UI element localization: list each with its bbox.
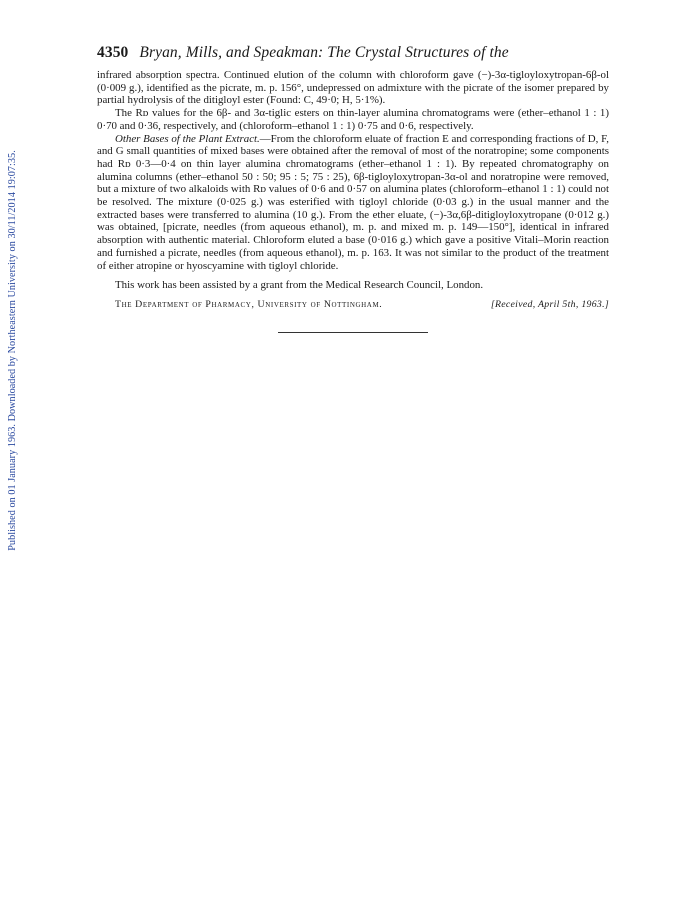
page-number: 4350 <box>97 44 129 61</box>
acknowledgement: This work has been assisted by a grant from the Medical Research Council, London. <box>115 279 484 292</box>
page-content <box>97 44 609 333</box>
side-note-text: Published on 01 January 1963. Downloaded by Northeastern University on 30/11/2014 19:07:35. <box>6 149 18 551</box>
running-title: Bryan, Mills, and Speakman: The Crystal Structures of the <box>139 44 509 61</box>
section-heading-other-bases: Other Bases of the Plant Extract. <box>115 132 260 145</box>
paragraph-2: The Rᴅ values for the 6β- and 3α-tiglic esters on thin-layer alumina chromatograms were (ether–ethanol 1 : 1) 0·70 and 0·36, respectively, and (chloroform–ethanol 1 : 1) 0·75 and 0·6, respectively. <box>97 107 609 132</box>
running-head <box>97 44 609 62</box>
body-text <box>97 69 609 292</box>
end-rule <box>278 332 428 333</box>
paragraph-1: infrared absorption spectra. Continued elution of the column with chloroform gave (−)-3α-tigloyloxytropan-6β-ol (0·009 g.), identified as the picrate, m. p. 156°, undepressed on admixture with the picrate of the isomer prepared by partial hydrolysis of the ditigloyl ester (Found: C, 49·0; H, 5·1%). <box>97 69 609 107</box>
paragraph-3-body: —From the chloroform eluate of fraction E and corresponding fractions of D, F, and G small quantities of mixed bases were obtained after the removal of most of the noratropine; some components had Rᴅ 0·3—0·4 on thin layer alumina chromatograms (ether–ethanol 1 : 1). By repeated chromatography on alumina columns (ether–ethanol 50 : 50; 95 : 5; 75 : 25), 6β-tigloyloxytropan-3α-ol and noratropine were removed, but a mixture of two alkaloids with Rᴅ values of 0·6 and 0·57 on alumina plates (chloroform–ethanol 1 : 1) could not be resolved. The mixture (0·025 g.) was esterified with tigloyl chloride (0·03 g.) in the usual manner and the extracted bases were transferred to alumina (10 g.). From the ether eluate, (−)-3α,6β-ditigloyloxytropane (0·012 g.) was obtained, [picrate, needles (from aqueous ethanol), m. p. and mixed m. p. 149—150°], identical in infrared absorption with authentic material. Chloroform eluted a base (0·016 g.) which gave a positive Vitali–Morin reaction and furnished a picrate, needles (from aqueous ethanol), m. p. 163. It was not similar to the product of the treatment of either atropine or hyoscyamine with tigloyl chloride. <box>97 132 609 272</box>
paragraph-3 <box>97 133 609 273</box>
department-affiliation: The Department of Pharmacy, University of Nottingham. <box>115 298 383 310</box>
download-side-note <box>0 130 24 570</box>
article-footer <box>97 299 609 310</box>
received-date: [Received, April 5th, 1963.] <box>490 298 609 310</box>
